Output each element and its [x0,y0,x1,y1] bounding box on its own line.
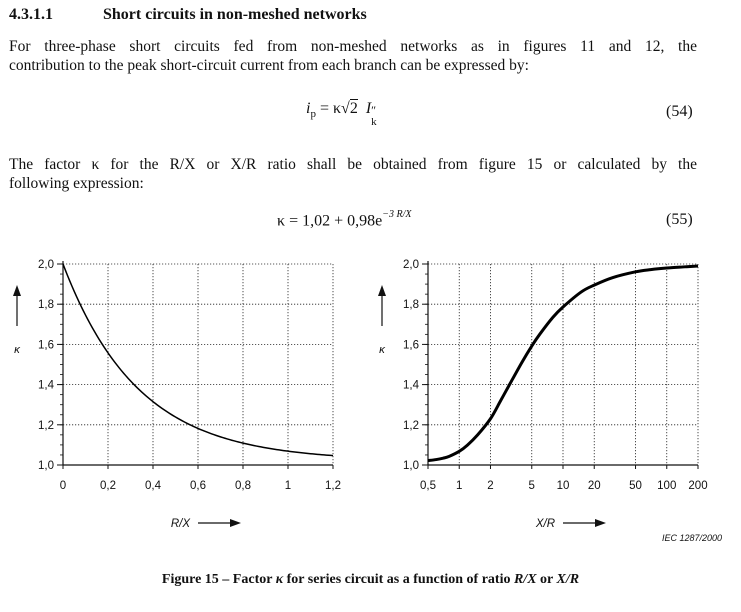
c1-x-tick-label: 5 [528,480,535,492]
c0-x-arrowhead-icon [230,519,241,527]
c0-x-tick-label: 0,8 [235,480,251,492]
paragraph-2-line-2: following expression: [9,175,144,192]
caption-prefix: Figure 15 – Factor [161,572,273,587]
c1-x-tick-label: 0,5 [420,480,436,492]
caption-rx: R/X [513,572,537,587]
eq54-equals: = [319,100,329,117]
eq55-text: κ = 1,02 + 0,98e [277,212,383,230]
section-title: Short circuits in non-meshed networks [103,6,367,23]
c1-x-axis-label: X/R [535,518,555,530]
paragraph-1-line-2: contribution to the peak short-circuit current from each branch can be expressed by: [9,57,529,74]
eq54-ik-sub: k [371,116,377,128]
c1-x-tick-label: 100 [657,480,677,492]
c1-y-tick-label: 1,0 [403,460,419,472]
eq54-lhs-sub: p [310,108,316,121]
c1-x-arrowhead-icon [595,519,606,527]
c1-y-tick-label: 1,2 [403,419,419,432]
c0-x-tick-label: 0,6 [190,480,206,492]
c1-y-arrowhead-icon [378,285,386,296]
c1-x-tick-label: 50 [629,480,642,492]
figure-note: IEC 1287/2000 [662,533,723,543]
chart-right [378,259,708,530]
c1-x-tick-label: 20 [587,480,601,492]
chart-left [13,259,341,530]
c1-y-tick-label: 1,6 [403,339,419,352]
c0-x-tick-label: 1 [284,480,292,492]
c1-x-tick-label: 10 [556,480,570,492]
caption-or: or [540,572,554,587]
figure-caption [0,572,741,588]
section-number: 4.3.1.1 [9,6,53,23]
c1-x-tick-label: 200 [688,480,708,492]
sqrt-icon: √ [341,100,350,117]
paragraph-2-line-1: The factor κ for the R/X or X/R ratio shall be obtained from figure 15 or calculated by the [9,156,697,173]
c0-y-tick-label: 1,6 [38,339,54,352]
eq54-ik: I [365,100,372,117]
eq54-kappa: κ [332,100,342,117]
c0-x-tick-label: 0 [59,480,67,492]
c0-x-tick-label: 0,4 [145,480,161,492]
equation-54-number: (54) [666,103,693,120]
c1-x-tick-label: 1 [456,480,463,492]
c0-y-arrowhead-icon [13,285,21,296]
eq55-exponent: −3 R/X [382,209,412,220]
c0-x-axis-label: R/X [170,518,190,530]
c0-x-tick-label: 1,2 [325,480,341,492]
eq54-lhs: i [306,100,311,117]
eq54-sqrt-arg: 2 [349,100,358,117]
c1-x-tick-label: 2 [487,480,494,492]
c0-y-tick-label: 1,8 [38,299,54,312]
c0-y-tick-label: 1,0 [38,460,54,472]
c0-y-axis-label: κ [14,344,20,356]
c0-y-tick-label: 1,4 [38,379,54,392]
c0-x-tick-label: 0,2 [100,480,116,492]
caption-kappa: κ [275,572,284,587]
equation-55-number: (55) [666,211,693,228]
c0-y-tick-label: 2,0 [38,259,54,271]
caption-middle: for series circuit as a function of ratio [286,572,511,587]
c1-y-tick-label: 1,8 [403,299,419,312]
c1-y-tick-label: 2,0 [403,259,419,271]
paragraph-1-line-1: For three-phase short circuits fed from non-meshed networks as in figures 11 and 12, the [9,38,697,55]
eq54-ik-sup: ″ [371,103,377,117]
c1-y-axis-label: κ [379,344,385,356]
c1-y-tick-label: 1,4 [403,379,419,392]
caption-xr: X/R [556,572,580,587]
c0-y-tick-label: 1,2 [38,419,54,432]
